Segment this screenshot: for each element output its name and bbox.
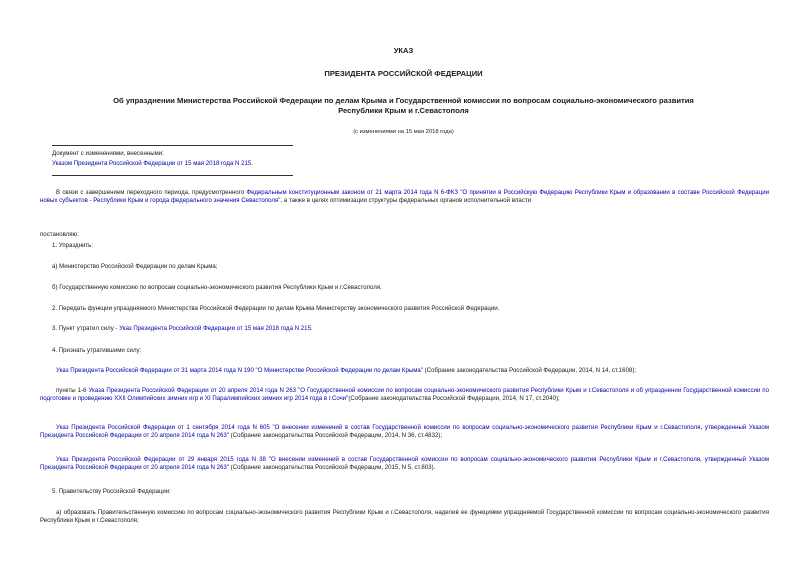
item-4: 4. Признать утратившими силу: xyxy=(52,347,142,354)
item-5: 5. Правительству Российской Федерации: xyxy=(52,488,171,495)
amendments-line xyxy=(52,160,253,168)
amendments-bottom-divider xyxy=(52,175,293,176)
document-issuer: ПРЕЗИДЕНТА РОССИЙСКОЙ ФЕДЕРАЦИИ xyxy=(324,69,483,78)
document-heading-line2: Республики Крым и г.Севастополя xyxy=(338,106,469,115)
item-4c-text: (Собрание законодательства Российской Федерации, 2014, N 36, ст.4832); xyxy=(228,431,443,439)
document-title: УКАЗ xyxy=(393,46,414,55)
amendment-suffix: . xyxy=(251,160,253,167)
intro-text: В связи с завершением переходного периода, предусмотренного xyxy=(56,189,247,196)
item-4d-text: (Собрание законодательства Российской Федерации, 2015, N 5, ст.803). xyxy=(228,463,436,471)
item-4b-link[interactable]: Указа Президента Российской Федерации от 20 апреля 2014 года N 263 "О Государственной комиссии по вопросам социально-экономического развития Республики Крым и г.Севастополя и об упразднении Государственной комиссии по подготовке и проведению XXII Олимпийских зимних игр и XI Паралимпийских зимних игр 2014 года в г.Сочи" xyxy=(40,387,770,402)
item-4b-text: (Собрание законодательства Российской Федерации, 2014, N 17, ст.2040); xyxy=(348,394,560,402)
amendments-top-divider xyxy=(52,145,293,146)
item-4a-text: (Собрание законодательства Российской Федерации, 2014, N 14, ст.1608); xyxy=(422,367,637,374)
item-4a xyxy=(40,367,769,375)
item-1a: а) Министерство Российской Федерации по делам Крыма; xyxy=(52,263,218,270)
item-1b: б) Государственную комиссию по вопросам социально-экономического развития Республики Крым и г.Севастополя. xyxy=(52,284,382,291)
amendments-label: Документ с изменениями, внесенными: xyxy=(52,150,164,157)
item-4d xyxy=(40,456,769,472)
intro-paragraph xyxy=(40,189,769,205)
amendment-link[interactable]: Указом Президента Российской Федерации от 15 мая 2018 года N 215 xyxy=(52,160,252,167)
item-4d-link[interactable]: Указ Президента Российской Федерации от 29 января 2015 года N 38 "О внесении изменений в состав Государственной комиссии по вопросам социально-экономического развития Республики Крым и г.Севастополя, утвержденный Указом Президента Российской Федерации от 20 апреля 2014 года N 263" xyxy=(40,456,769,471)
item-3 xyxy=(52,325,313,333)
decree-word: постановляю: xyxy=(40,231,79,238)
item-4a-link[interactable]: Указ Президента Российской Федерации от 31 марта 2014 года N 190 "О Министерстве Российской Федерации по делам Крыма" xyxy=(56,367,423,374)
item-2: 2. Передать функции упраздняемого Министерства Российской Федерации по делам Крыма Министерству экономического развития Российской Федерации. xyxy=(52,305,500,312)
item-4b-prefix: пункты 1-6 xyxy=(56,387,89,394)
revision-note: (с изменениями на 15 мая 2018 года) xyxy=(353,129,454,135)
item-4c xyxy=(40,424,769,440)
item-4b xyxy=(40,387,769,403)
item-3-text: 3. Пункт утратил силу - xyxy=(52,325,120,332)
item-1: 1. Упразднить: xyxy=(52,242,94,249)
item-3-end: . xyxy=(310,325,313,332)
item-4c-link[interactable]: Указ Президента Российской Федерации от 1 сентября 2014 года N 605 "О внесении изменений в состав Государственной комиссии по вопросам социально-экономического развития Республики Крым и г.Севастополя, утвержденный Указом Президента Российской Федерации от 20 апреля 2014 года N 263" xyxy=(40,424,769,439)
federal-law-link[interactable]: Федеральным конституционным законом от 21 марта 2014 года N 6-ФКЗ "О принятии в Российскую Федерацию Республики Крым и образовании в составе Российской Федерации новых субъектов - Республики Крым и города федерального значения Севастополя" xyxy=(40,189,769,204)
document-heading-line1: Об упразднении Министерства Российской Федерации по делам Крыма и Государственной комиссии по вопросам социально-экономического развития xyxy=(113,96,694,105)
item-5a: а) образовать Правительственную комиссию по вопросам социально-экономического развития Республики Крым и г.Севастополя, наделив ее функциями упраздняемой Государственной комиссии по вопросам социально-экономического развития Республики Крым и г.Севастополя; xyxy=(40,509,769,524)
item-3-link[interactable]: Указ Президента Российской Федерации от 15 мая 2018 года N 215 xyxy=(119,325,311,332)
intro-text-end: , а также в целях оптимизации структуры федеральных органов исполнительной власти xyxy=(280,196,532,204)
